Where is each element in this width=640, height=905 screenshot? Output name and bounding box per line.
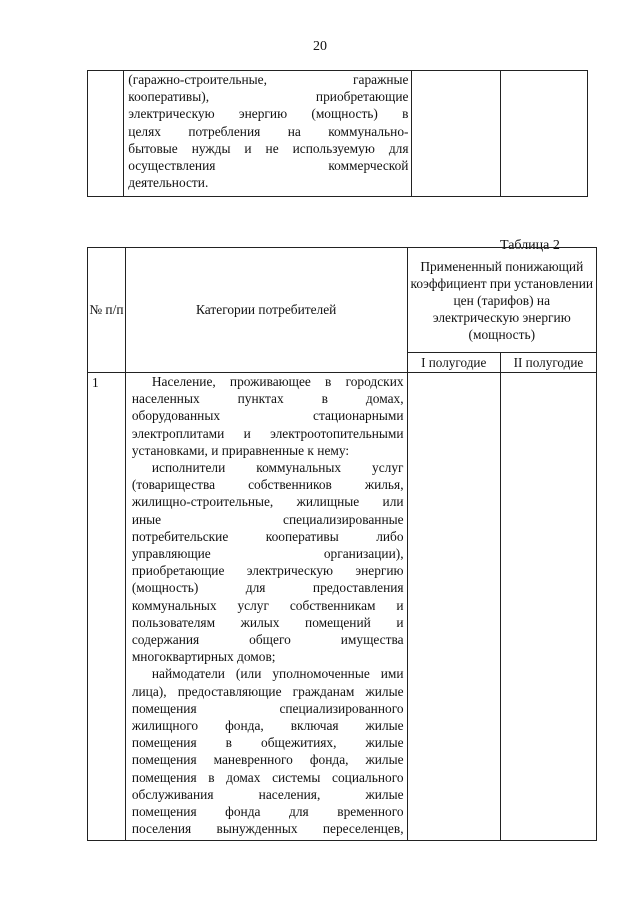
text-line: осуществления коммерческой	[128, 158, 409, 174]
text-line: наймодатели (или уполномоченные ими	[151, 666, 404, 682]
header-category: Категории потребителей	[125, 248, 407, 373]
text-line: помещения маневренного фонда, жилые	[131, 752, 404, 768]
text-line: потребительские кооперативы либо	[131, 528, 404, 544]
table-row	[88, 71, 588, 197]
text-line: помещения в общежитиях, жилые	[131, 735, 404, 751]
text-line: электроплитами и электроотопительными	[131, 425, 404, 441]
text-line: целях потребления на коммунально-	[128, 123, 409, 139]
text-line: управляющие организации),	[131, 546, 404, 562]
category-cell	[124, 71, 412, 197]
text-line: поселения вынужденных переселенцев,	[131, 821, 404, 837]
half1-cell	[412, 71, 500, 197]
table-row	[88, 373, 597, 841]
text-line: жилищного фонда, включая жилые	[131, 718, 404, 734]
header-half1: I полугодие	[407, 353, 500, 373]
text-line: установками, и приравненные к нему:	[131, 442, 350, 458]
text-line: (гаражно-строительные, гаражные	[128, 72, 409, 87]
text-line: электрическую энергию (мощность) в	[128, 106, 409, 122]
text-line: бытовые нужды и не используемую для	[128, 140, 409, 156]
row-number: 1	[88, 373, 126, 841]
page-number: 20	[313, 39, 327, 54]
text-line: приобретающие электрическую энергию	[131, 563, 404, 579]
paragraph-population	[132, 373, 404, 459]
text-line: деятельности.	[128, 175, 209, 191]
text-line: коммунальных услуг собственникам и	[131, 597, 404, 613]
row-category	[125, 373, 407, 841]
row-half1-cell	[407, 373, 500, 841]
header-half2: II полугодие	[500, 353, 596, 373]
paragraph-utilities	[132, 459, 404, 665]
continuation-table	[87, 70, 588, 197]
paragraph-landlords	[132, 665, 404, 837]
coefficient-table	[87, 247, 597, 841]
text-line: исполнители коммунальных услуг	[151, 460, 404, 476]
header-coefficient: Примененный понижающий коэффициент при установлении цен (тарифов) на электрическую энергию (мощность)	[407, 248, 596, 353]
text-line: обслуживания населения, жилые	[131, 786, 404, 802]
text-line: оборудованных стационарными	[131, 408, 404, 424]
text-line: содержания общего имущества	[131, 632, 404, 648]
text-line: Население, проживающее в городских	[151, 374, 404, 389]
text-line: жилищно-строительные, жилищные или	[131, 494, 404, 510]
text-line: населенных пунктах в домах,	[131, 391, 404, 407]
half2-cell	[500, 71, 587, 197]
text-line: (товарищества собственников жилья,	[131, 477, 404, 493]
text-line: кооперативы), приобретающие	[128, 89, 409, 105]
text-line: помещения специализированного	[131, 700, 404, 716]
header-row	[88, 248, 597, 353]
text-line: помещения фонда для временного	[131, 804, 404, 820]
table-caption: Таблица 2	[500, 238, 560, 253]
text-line: иные специализированные	[131, 511, 404, 527]
text-line: пользователям жилых помещений и	[131, 614, 404, 630]
row-half2-cell	[500, 373, 596, 841]
text-line: (мощность) для предоставления	[131, 580, 404, 596]
num-cell	[88, 71, 124, 197]
text-line: многоквартирных домов;	[131, 649, 276, 665]
text-line: помещения в домах системы социального	[131, 769, 404, 785]
header-num: № п/п	[88, 248, 126, 373]
text-line: лица), предоставляющие гражданам жилые	[131, 683, 404, 699]
